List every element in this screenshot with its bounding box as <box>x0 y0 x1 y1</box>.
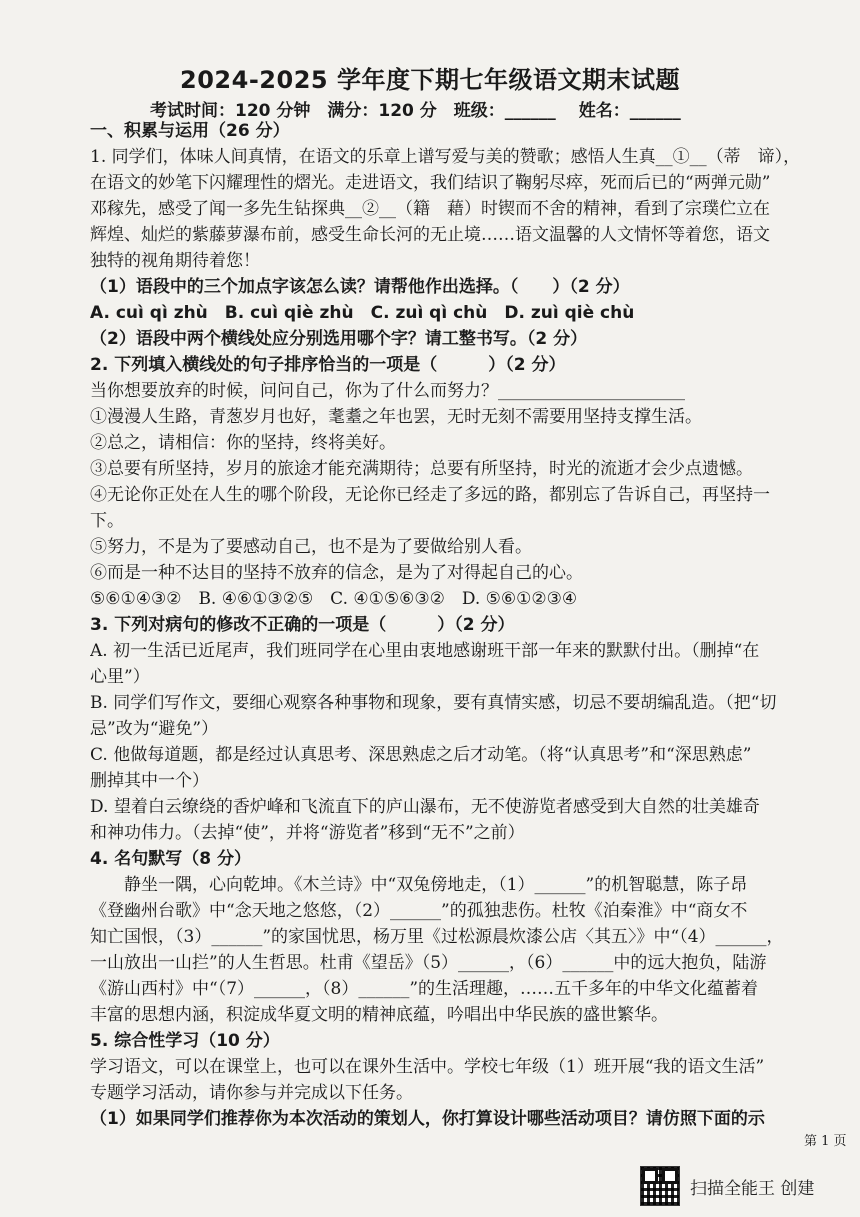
exam-line: C. 他做每道题，都是经过认真思考、深思熟虑之后才动笔。（将“认真思考”和“深思熟虑” <box>90 745 752 765</box>
exam-line: 丰富的思想内涵，积淀成华夏文明的精神底蕴，吟唱出中华民族的盛世繁华。 <box>90 1005 668 1025</box>
exam-line: 一、积累与运用（26 分） <box>90 121 290 141</box>
exam-line: ②总之，请相信：你的坚持，终将美好。 <box>90 433 396 453</box>
exam-line: 5. 综合性学习（10 分） <box>90 1031 280 1051</box>
exam-line: 独特的视角期待着您！ <box>90 251 260 271</box>
exam-line: （1）如果同学们推荐你为本次活动的策划人，你打算设计哪些活动项目？请仿照下面的示 <box>90 1109 765 1129</box>
exam-line: 心里”） <box>90 667 150 687</box>
exam-line: 《登幽州台歌》中“念天地之悠悠，（2）______”的孤独悲伤。杜牧《泊秦淮》中“商女不 <box>90 901 748 921</box>
exam-line: B. 同学们写作文，要细心观察各种事物和现象，要有真情实感，切忌不要胡编乱造。（把“切 <box>90 693 777 713</box>
exam-line: （2）语段中两个横线处应分别选用哪个字？请工整书写。（2 分） <box>90 329 588 349</box>
exam-line: 和神功伟力。（去掉“使”，并将“游览者”移到“无不”之前） <box>90 823 525 843</box>
exam-info: 考试时间：120 分钟 满分：120 分 班级：______ 姓名：______ <box>150 101 681 121</box>
exam-line: 《游山西村》中“（7）______，（8）______”的生活理趣，……五千多年的中华文化蕴蓄着 <box>90 979 759 999</box>
exam-line: ⑤⑥①④③② B. ④⑥①③②⑤ C. ④①⑤⑥③② D. ⑤⑥①②③④ <box>90 589 578 609</box>
exam-line: 知亡国恨，（3）______”的家国忧思，杨万里《过松源晨炊漆公店〈其五〉》中“（4）______， <box>90 927 784 947</box>
exam-line: ⑥而是一种不达目的坚持不放弃的信念，是为了对得起自己的心。 <box>90 563 583 583</box>
page-number: 第 1 页 <box>804 1134 847 1149</box>
exam-line: 下。 <box>90 511 124 531</box>
exam-line: 忌”改为“避免”） <box>90 719 219 739</box>
exam-line: ④无论你正处在人生的哪个阶段，无论你已经走了多远的路，都别忘了告诉自己，再坚持一 <box>90 485 770 505</box>
exam-line: 4. 名句默写（8 分） <box>90 849 251 869</box>
exam-line: ③总要有所坚持，岁月的旅途才能充满期待；总要有所坚持，时光的流逝才会少点遗憾。 <box>90 459 753 479</box>
exam-line: ⑤努力，不是为了要感动自己，也不是为了要做给别人看。 <box>90 537 532 557</box>
exam-line: 辉煌、灿烂的紫藤萝瀑布前，感受生命长河的无止境……语文温馨的人文情怀等着您，语文 <box>90 225 770 245</box>
exam-title: 2024-2025 学年度下期七年级语文期末试题 <box>180 66 680 94</box>
exam-line: 在语文的妙笔下闪耀理性的熠光。走进语文，我们结识了鞠躬尽瘁，死而后已的“两弹元勋” <box>90 173 771 193</box>
exam-line: 一山放出一山拦”的人生哲思。杜甫《望岳》（5）______，（6）______中的远大抱负，陆游 <box>90 953 767 973</box>
exam-line: 邓稼先，感受了闻一多先生钻探典__②__（籍 藉）时锲而不舍的精神，看到了宗璞伫立在 <box>90 199 770 219</box>
scanner-label: 扫描全能王 创建 <box>690 1178 815 1199</box>
exam-line: （1）语段中的三个加点字该怎么读？请帮他作出选择。（ ）（2 分） <box>90 277 630 297</box>
exam-line: 静坐一隅，心向乾坤。《木兰诗》中“双兔傍地走，（1）______”的机智聪慧，陈子昂 <box>90 875 748 895</box>
exam-line: 3. 下列对病句的修改不正确的一项是（ ）（2 分） <box>90 615 515 635</box>
exam-line: 2. 下列填入横线处的句子排序恰当的一项是（ ）（2 分） <box>90 355 566 375</box>
exam-line: ①漫漫人生路，青葱岁月也好，耄耋之年也罢，无时无刻不需要用坚持支撑生活。 <box>90 407 702 427</box>
exam-line: 1. 同学们，体味人间真情，在语文的乐章上谱写爱与美的赞歌；感悟人生真__①__（蒂 谛）， <box>90 147 801 167</box>
exam-line: 学习语文，可以在课堂上，也可以在课外生活中。学校七年级（1）班开展“我的语文生活” <box>90 1057 765 1077</box>
exam-line: 当你想要放弃的时候，问问自己，你为了什么而努力？______________________ <box>90 381 685 401</box>
exam-line: A. 初一生活已近尾声，我们班同学在心里由衷地感谢班干部一年来的默默付出。（删掉“在 <box>90 641 760 661</box>
qr-code-icon <box>640 1166 680 1206</box>
scanner-watermark <box>640 1166 814 1206</box>
exam-line: A. cuì qì zhù B. cuì qiè zhù C. zuì qì chù D. zuì qiè chù <box>90 303 635 323</box>
exam-line: D. 望着白云缭绕的香炉峰和飞流直下的庐山瀑布，无不使游览者感受到大自然的壮美雄奇 <box>90 797 760 817</box>
exam-content <box>90 118 860 1132</box>
exam-line: 专题学习活动，请你参与并完成以下任务。 <box>90 1083 413 1103</box>
exam-line: 删掉其中一个） <box>90 771 209 791</box>
